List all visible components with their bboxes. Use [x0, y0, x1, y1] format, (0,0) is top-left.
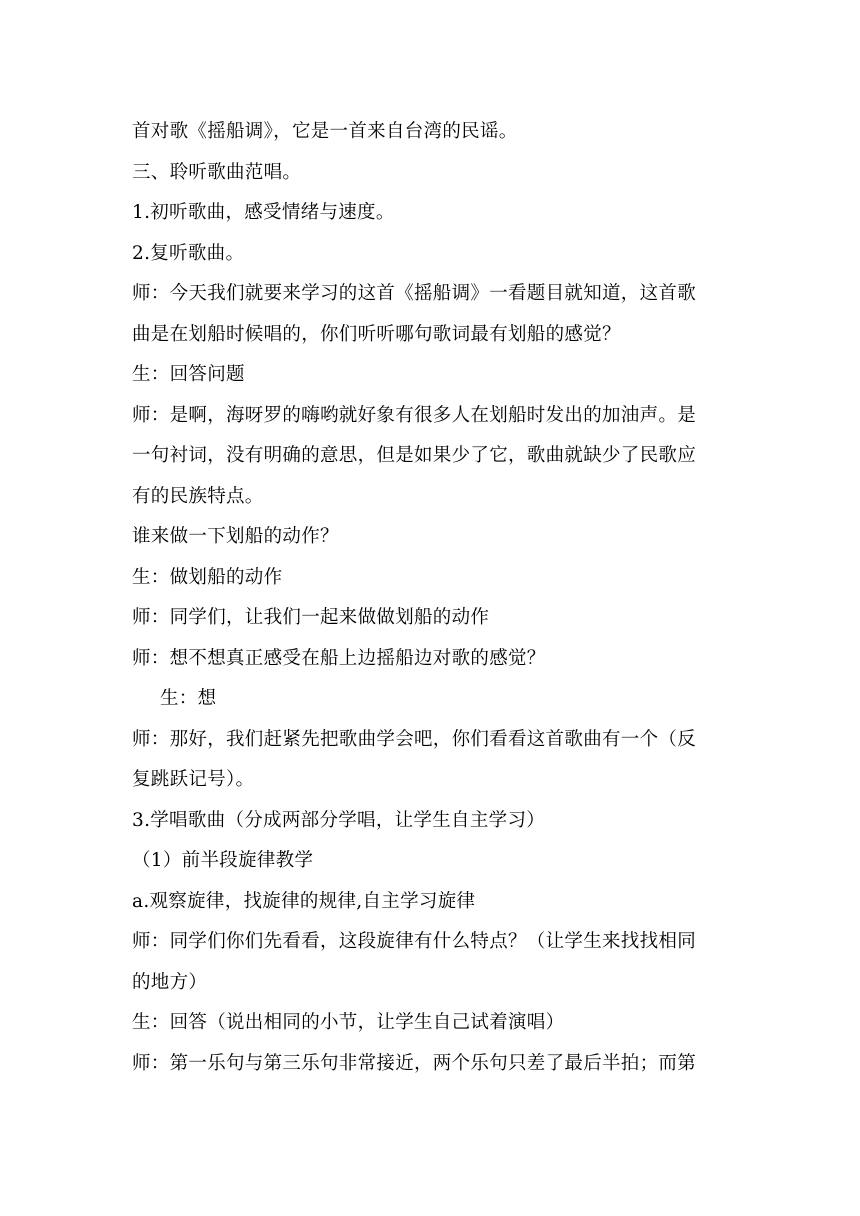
document-body [132, 112, 732, 1084]
text-line: 师：同学们，让我们一起来做做划船的动作 [132, 607, 490, 628]
text-line: 的地方） [132, 971, 208, 993]
text-line: 有的民族特点。 [132, 485, 264, 507]
text-line: （1）前半段旋律教学 [132, 850, 314, 871]
text-line: 师：那好，我们赶紧先把歌曲学会吧，你们看看这首歌曲有一个（反 [132, 728, 697, 750]
text-line: 复跳跃记号）。 [132, 769, 255, 790]
text-line: 3.学唱歌曲（分成两部分学唱，让学生自主学习） [132, 809, 546, 831]
section-heading: 三、聆听歌曲范唱。 [132, 161, 302, 183]
text-line: 师：第一乐句与第三乐句非常接近，两个乐句只差了最后半拍；而第 [132, 1052, 697, 1074]
text-line: 生：做划船的动作 [132, 566, 283, 588]
text-line: 师：今天我们就要来学习的这首《摇船调》一看题目就知道，这首歌 [132, 283, 697, 304]
text-line: 师：想不想真正感受在船上边摇船边对歌的感觉？ [132, 647, 546, 669]
text-line: 1.初听歌曲，感受情绪与速度。 [132, 202, 395, 223]
text-line: 曲是在划船时候唱的，你们听听哪句歌词最有划船的感觉？ [132, 323, 621, 345]
text-line: a.观察旋律，找旋律的规律,自主学习旋律 [132, 890, 476, 912]
text-line: 谁来做一下划船的动作？ [132, 526, 339, 547]
text-line: 生：回答（说出相同的小节，让学生自己试着演唱） [132, 1012, 565, 1033]
text-line: 2.复听歌曲。 [132, 242, 245, 264]
text-line: 师：是啊，海呀罗的嗨哟就好象有很多人在划船时发出的加油声。是 [132, 404, 697, 426]
text-line-indented: 生：想 [160, 688, 217, 709]
text-line: 首对歌《摇船调》，它是一首来自台湾的民谣。 [132, 121, 518, 142]
text-line: 师：同学们你们先看看，这段旋律有什么特点？（让学生来找找相同 [132, 931, 697, 952]
text-line: 一句衬词，没有明确的意思，但是如果少了它，歌曲就缺少了民歌应 [132, 445, 697, 466]
text-line: 生：回答问题 [132, 364, 245, 385]
